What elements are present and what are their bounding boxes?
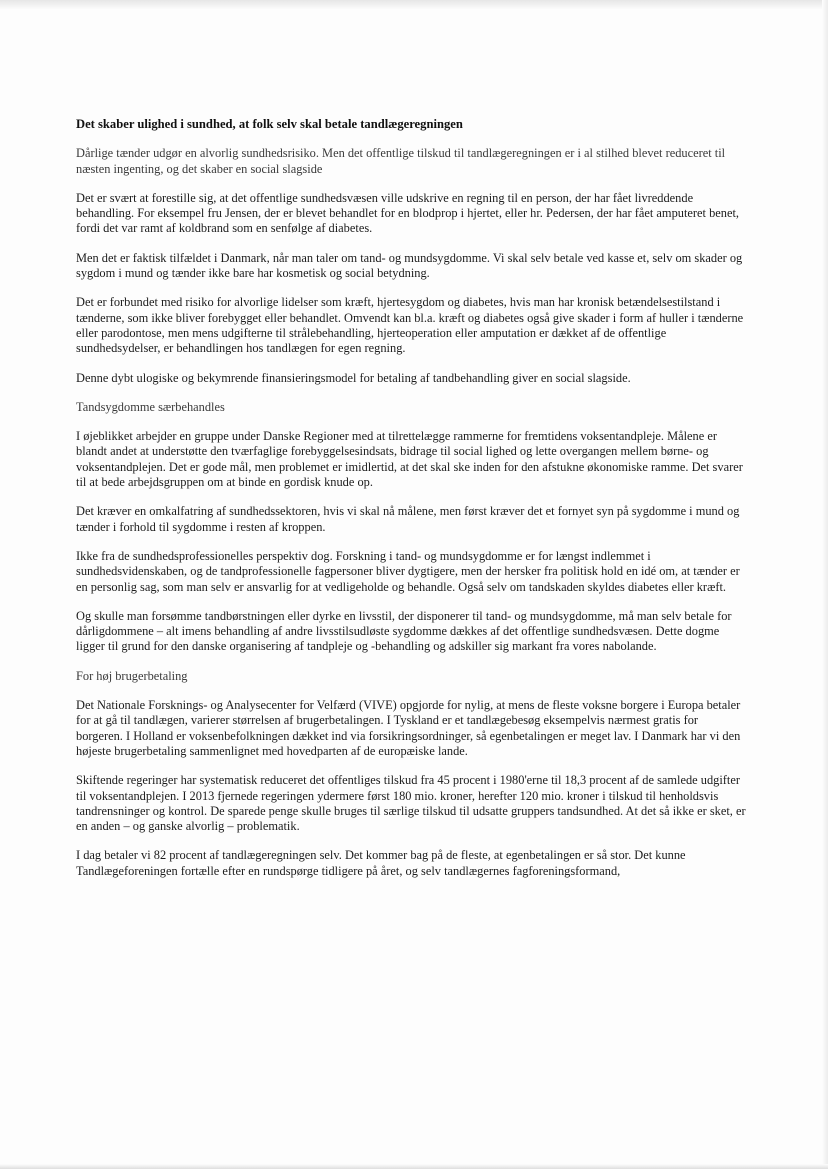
section-subheading: Tandsygdomme særbehandles xyxy=(76,399,225,414)
body-paragraph: Skiftende regeringer har systematisk reduceret det offentliges tilskud fra 45 procent i 1980'erne til 18,3 procent af de samlede udgifter til voksentandplejen. I 2013 fjernede regeringen ydermere først 180 mio. kroner, herefter 120 mio. kroner i tilskud til henholdsvis tandrensninger og kontrol. De sparede penge skulle bruges til særlige tilskud til udsatte gruppers tandsundhed. At det så ikke er sket, er en anden – og ganske alvorlig – problematik. xyxy=(76,773,746,834)
body-paragraph: Denne dybt ulogiske og bekymrende finansieringsmodel for betaling af tandbehandling giver en social slagside. xyxy=(76,370,631,385)
scan-right-edge xyxy=(822,0,828,1169)
body-paragraph: Det kræver en omkalfatring af sundhedssektoren, hvis vi skal nå målene, men først kræver det et fornyet syn på sygdomme i mund og tænder i forhold til sygdomme i resten af kroppen. xyxy=(76,504,740,534)
section-subheading: For høj brugerbetaling xyxy=(76,668,188,683)
body-paragraph: I dag betaler vi 82 procent af tandlægeregningen selv. Det kommer bag på de fleste, at egenbetalingen er så stor. Det kunne Tandlægeforeningen fortælle efter en rundspørge tidligere på året, og selv tandlægernes fagforeningsformand, xyxy=(76,848,686,878)
article-title: Det skaber ulighed i sundhed, at folk selv skal betale tandlægeregningen xyxy=(76,117,463,131)
body-paragraph: Det er forbundet med risiko for alvorlige lidelser som kræft, hjertesygdom og diabetes, hvis man har kronisk betændelsestilstand i tænderne, som ikke bliver forebygget eller behandlet. Omvendt kan bl.a. kræft og diabetes også give skader i form af huller i tænderne eller parodontose, men mens udgifterne til strålebehandling, hjerteoperation eller amputation er dækket af de offentlige sundhedsydelser, er behandlingen hos tandlægen for egen regning. xyxy=(76,295,744,356)
body-paragraph: I øjeblikket arbejder en gruppe under Danske Regioner med at tilrettelægge rammerne for fremtidens voksentandpleje. Målene er blandt andet at understøtte den tværfaglige forebyggelsesindsats, bidrage til social lighed og lette overgangen mellem børne- og voksentandplejen. Det er gode mål, men problemet er imidlertid, at det skal ske inden for den afstukne økonomiske ramme. Det svarer til at bede arbejdsgruppen om at binde en gordisk knude op. xyxy=(76,429,743,490)
body-paragraph: Ikke fra de sundhedsprofessionelles perspektiv dog. Forskning i tand- og mundsygdomme er for længst indlemmet i sundhedsvidenskaben, og de tandprofessionelle fagpersoner bliver dygtigere, men der hersker fra politisk hold en idé om, at tænder er en personlig sag, som man selv er ansvarlig for at vedligeholde og behandle. Også selv om tandskaden skyldes diabetes eller kræft. xyxy=(76,548,740,594)
scan-top-edge xyxy=(0,0,828,9)
body-paragraph: Det er svært at forestille sig, at det offentlige sundhedsvæsen ville udskrive en regning til en person, der har fået livreddende behandling. For eksempel fru Jensen, der er blevet behandlet for en blodprop i hjertet, eller hr. Pedersen, der har fået amputeret benet, fordi det var ramt af koldbrand som en senfølge af diabetes. xyxy=(76,190,739,236)
lead-paragraph: Dårlige tænder udgør en alvorlig sundhedsrisiko. Men det offentlige tilskud til tandlægeregningen er i al stilhed blevet reduceret til næsten ingenting, og det skaber en social slagside xyxy=(76,146,726,176)
article-body xyxy=(76,117,748,893)
body-paragraph: Men det er faktisk tilfældet i Danmark, når man taler om tand- og mundsygdomme. Vi skal selv betale ved kasse et, selv om skader og sygdom i mund og tænder ikke bare har kosmetisk og social betydning. xyxy=(76,250,743,281)
body-paragraph: Og skulle man forsømme tandbørstningen eller dyrke en livsstil, der disponerer til tand- og mundsygdomme, må man selv betale for dårligdommene – alt imens behandling af andre livsstilsudløste sygdomme dækkes af det offentlige sundhedsvæsen. Dette dogme ligger til grund for den danske organisering af tandpleje og -behandling og adskiller sig markant fra vores nabolande. xyxy=(76,608,732,654)
body-paragraph: Det Nationale Forsknings- og Analysecenter for Velfærd (VIVE) opgjorde for nylig, at mens de fleste voksne borgere i Europa betaler for at gå til tandlægen, varierer størrelsen af brugerbetalingen. I Tyskland er et tandlægebesøg eksempelvis nærmest gratis for borgeren. I Holland er voksenbefolkningen dækket ind via forsikringsordninger, så egenbetalingen er meget lav. I Danmark har vi den højeste brugerbetaling sammenlignet med hovedparten af de europæiske lande. xyxy=(76,698,741,758)
scan-bottom-edge xyxy=(0,1164,828,1169)
